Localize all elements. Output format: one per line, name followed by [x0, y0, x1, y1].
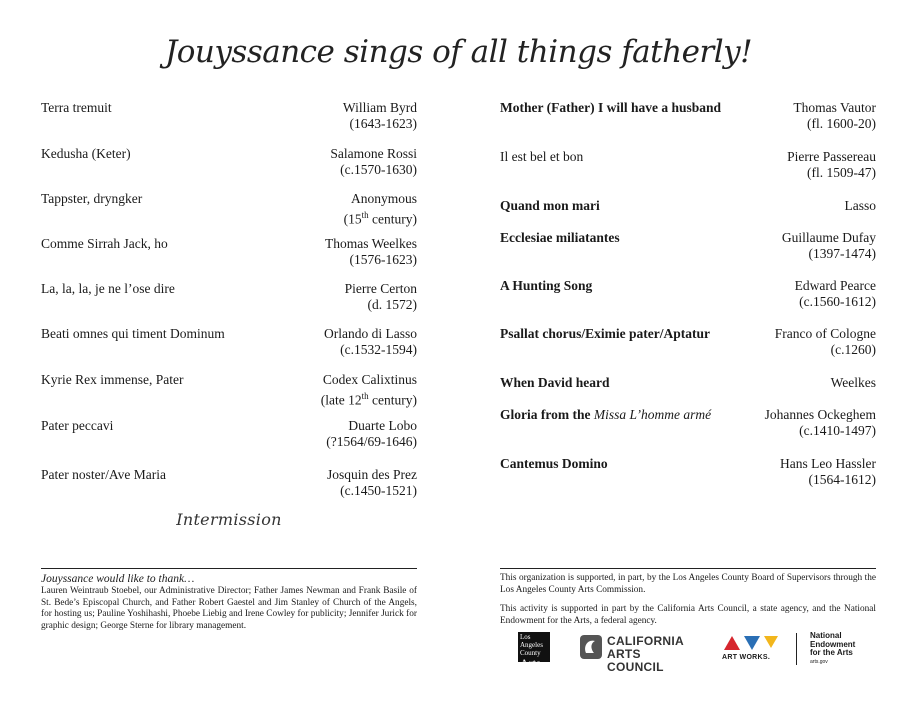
- composer-name: Edward Pearce: [794, 278, 876, 293]
- composer-dates: (c.1410-1497): [799, 423, 876, 438]
- composer-name: Pierre Certon: [344, 281, 417, 296]
- dates-superscript: th: [361, 391, 369, 401]
- composer-block: [330, 146, 417, 178]
- acknowledgements: [41, 572, 417, 632]
- california-arts-council-logo: [579, 632, 699, 674]
- composer-name: Weelkes: [830, 375, 876, 390]
- composer-block: [765, 407, 876, 439]
- cac-emblem-icon: [579, 634, 603, 660]
- piece-title: Comme Sirrah Jack, ho: [41, 236, 168, 251]
- piece-title: Il est bel et bon: [500, 149, 584, 164]
- nea-line3: for the Arts: [810, 648, 853, 657]
- composer-block: [845, 198, 877, 214]
- composer-block: [324, 326, 417, 358]
- piece-title: A Hunting Song: [500, 278, 593, 293]
- la-county-arts-logo: [518, 632, 550, 670]
- composer-block: [325, 236, 417, 268]
- piece-title: Beati omnes qui timent Dominum: [41, 326, 225, 341]
- composer-name: Duarte Lobo: [348, 418, 417, 433]
- piece-title: Cantemus Domino: [500, 456, 608, 471]
- composer-dates: [321, 388, 417, 409]
- composer-block: [787, 149, 876, 181]
- composer-dates: (1564-1612): [808, 472, 876, 487]
- composer-block: [795, 278, 876, 310]
- composer-block: [327, 467, 417, 499]
- dates-superscript: th: [361, 210, 369, 220]
- cac-logo-line2: ARTS COUNCIL: [607, 647, 664, 674]
- piece-title: Ecclesiae miliatantes: [500, 230, 620, 245]
- piece-title: [500, 407, 711, 423]
- composer-dates: (c.1570-1630): [340, 162, 417, 177]
- lac-logo-small-text: Los Angeles County: [520, 633, 543, 657]
- piece-title: Kyrie Rex immense, Pater: [41, 372, 184, 387]
- composer-dates: (c.1260): [830, 342, 876, 357]
- piece-title: Mother (Father) I will have a husband: [500, 100, 722, 115]
- piece-title: When David heard: [500, 375, 610, 390]
- composer-dates: (c.1532-1594): [340, 342, 417, 357]
- lac-logo-big-text: Arts: [520, 656, 541, 670]
- composer-dates: [344, 207, 417, 228]
- piece-title: Psallat chorus/Eximie pater/Aptatur: [500, 326, 710, 341]
- composer-block: [775, 326, 876, 358]
- composer-name: Hans Leo Hassler: [780, 456, 876, 471]
- piece-title-prefix: Gloria from the: [500, 407, 594, 422]
- piece-title: Terra tremuit: [41, 100, 112, 115]
- composer-block: [780, 456, 876, 488]
- composer-dates: (1576-1623): [349, 252, 417, 267]
- composer-dates: (1397-1474): [808, 246, 876, 261]
- dates-prefix: (late 12: [320, 392, 362, 408]
- composer-name: Lasso: [844, 198, 876, 213]
- piece-title: Quand mon mari: [500, 198, 600, 213]
- nea-logo: [810, 632, 876, 666]
- piece-title: Pater peccavi: [41, 418, 114, 433]
- composer-dates: (c.1450-1521): [340, 483, 417, 498]
- composer-name: Codex Calixtinus: [322, 372, 417, 387]
- composer-block: [343, 100, 417, 132]
- dates-suffix: century): [368, 392, 417, 408]
- piece-title: Pater noster/Ave Maria: [41, 467, 166, 482]
- composer-dates: (c.1560-1612): [799, 294, 876, 309]
- composer-block: [793, 100, 876, 132]
- dates-prefix: (15: [343, 211, 362, 227]
- composer-block: [782, 230, 876, 262]
- nea-line2: Endowment: [810, 639, 856, 649]
- composer-block: [831, 375, 876, 391]
- composer-dates: (1643-1623): [349, 116, 417, 131]
- sponsor-logos: [500, 631, 876, 674]
- intermission-label: Intermission: [176, 510, 282, 529]
- composer-block: [344, 191, 417, 228]
- divider-line: [500, 568, 876, 569]
- dates-suffix: century): [368, 211, 417, 227]
- nea-url: arts.gov: [810, 658, 828, 665]
- composer-name: Josquin des Prez: [327, 467, 417, 482]
- piece-title: Tappster, dryngker: [41, 191, 143, 206]
- composer-name: Anonymous: [350, 191, 417, 206]
- composer-name: Johannes Ockeghem: [764, 407, 876, 422]
- piece-title: Kedusha (Keter): [41, 146, 131, 161]
- composer-name: William Byrd: [342, 100, 417, 115]
- funding-paragraph-county: This organization is supported, in part, by the Los Angeles County Board of Supervisors through the Los Angeles County Arts Commission.: [500, 573, 876, 595]
- funding-paragraph-state: This activity is supported in part by the California Arts Council, a state agency, and the National Endowment for the Arts, a federal agency.: [500, 604, 876, 626]
- composer-dates: (fl. 1509-47): [807, 165, 876, 180]
- piece-title-italic: Missa L’homme armé: [593, 407, 712, 422]
- divider-line: [41, 568, 417, 569]
- nea-line1: National: [810, 631, 842, 640]
- acknowledgements-body: Lauren Weintraub Stoebel, our Administrative Director; Father James Newman and Frank Basile of St. Bede’s Episcopal Church, and Father Robert Gaestel and Jim Stanley of Church of the Angels, for hosting us; Pauline Yoshihashi, Phoebe Liebig and Irene Cowley for publicity; Jennifer Jurick for graphic design; George Sterne for library management.: [41, 586, 417, 631]
- cac-logo-line1: CALIFORNIA: [607, 634, 684, 648]
- composer-block: [345, 281, 417, 313]
- funding-notice: [500, 573, 876, 635]
- art-works-shapes-icon: [722, 634, 780, 652]
- composer-name: Pierre Passereau: [787, 149, 876, 164]
- composer-dates: (d. 1572): [367, 297, 417, 312]
- composer-dates: (fl. 1600-20): [807, 116, 876, 131]
- composer-name: Thomas Vautor: [793, 100, 876, 115]
- composer-name: Franco of Cologne: [774, 326, 876, 341]
- piece-title: La, la, la, je ne l’ose dire: [41, 281, 175, 296]
- composer-block: [326, 418, 417, 450]
- composer-name: Guillaume Dufay: [781, 230, 876, 245]
- composer-name: Orlando di Lasso: [324, 326, 417, 341]
- composer-name: Thomas Weelkes: [324, 236, 417, 251]
- art-works-text: ART WORKS.: [722, 654, 771, 661]
- art-works-logo: [722, 632, 780, 666]
- composer-block: [321, 372, 417, 409]
- acknowledgements-heading: Jouyssance would like to thank…: [41, 573, 195, 585]
- page-title: Jouyssance sings of all things fatherly!: [164, 34, 753, 70]
- composer-name: Salamone Rossi: [330, 146, 417, 161]
- logo-divider: [796, 633, 797, 665]
- composer-dates: (?1564/69-1646): [326, 434, 417, 449]
